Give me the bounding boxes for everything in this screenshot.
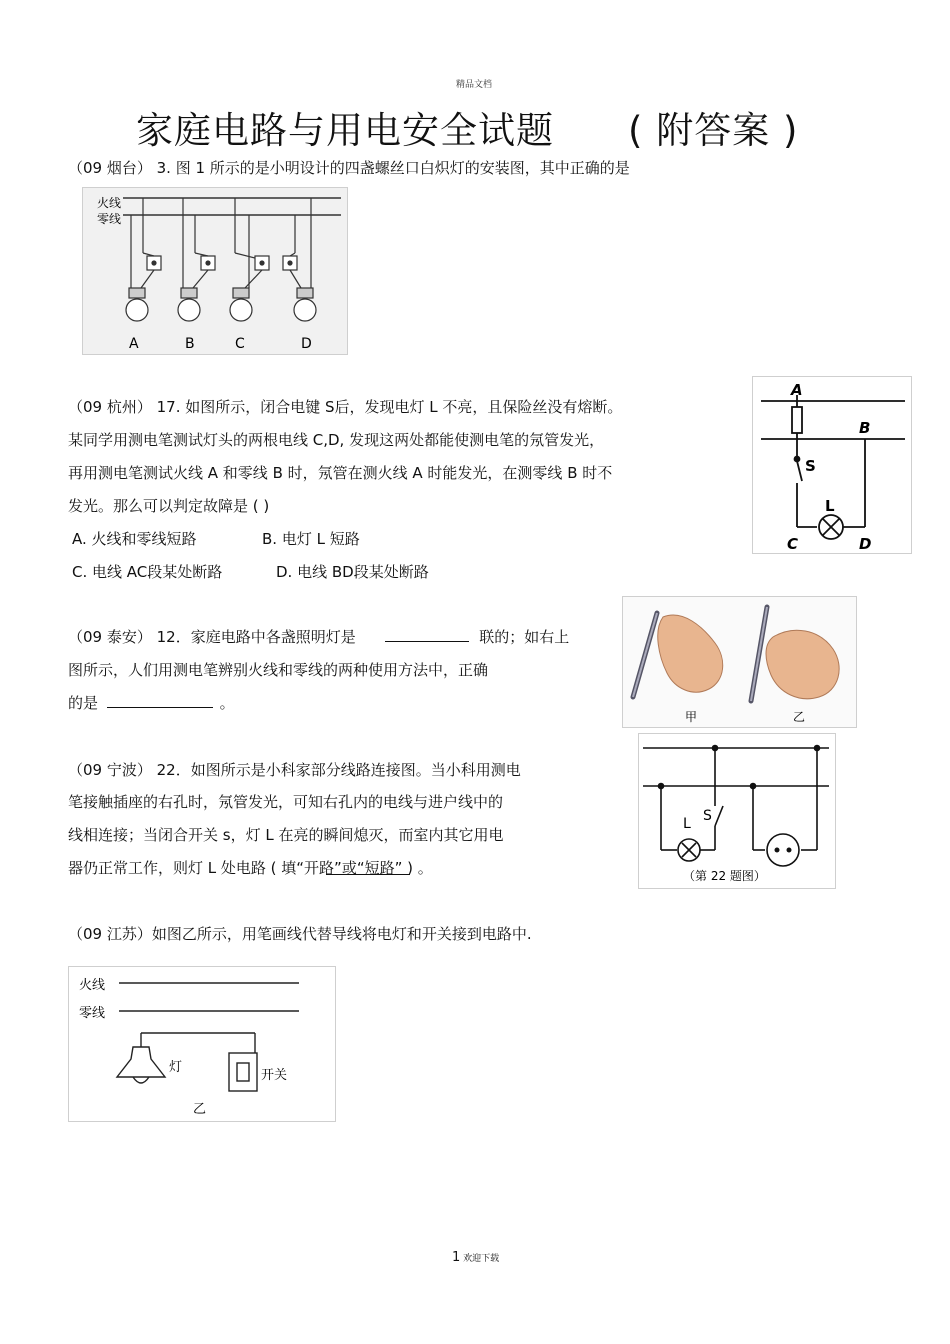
q3-line1-post: 联的；如右上 xyxy=(479,628,570,646)
footer-note: 欢迎下载 xyxy=(463,1254,500,1264)
q5-neutral-label: 零线 xyxy=(79,1006,106,1021)
q4-text-line1: （09 宁波） 22．如图所示是小科家部分线路连接图。当小科用测电 xyxy=(68,761,521,779)
q2-label-c: C xyxy=(787,535,799,553)
page-title: 家庭电路与用电安全试题 xyxy=(136,109,554,152)
q2-option-a: A. 火线和零线短路 xyxy=(72,530,197,548)
q3-line1-pre: （09 泰安） 12．家庭电路中各盏照明灯是 xyxy=(68,628,356,646)
q1-lamp-d xyxy=(283,198,316,321)
q2-option-c: C. 电线 AC段某处断路 xyxy=(72,563,223,581)
q2-label-b: B xyxy=(859,419,871,437)
q1-figure xyxy=(82,187,348,355)
q5-figure xyxy=(68,966,336,1122)
q4-text-line2: 笔接触插座的右孔时，氖管发光，可知右孔内的电线与进户线中的 xyxy=(68,793,504,811)
q5-live-label: 火线 xyxy=(79,978,106,993)
q2-text-line3: 再用测电笔测试火线 A 和零线 B 时，氖管在测火线 A 时能发光，在测零线 B 时不 xyxy=(68,464,613,482)
q1-option-d: D xyxy=(301,336,312,352)
q3-figure xyxy=(622,596,857,728)
q3-line3-pre: 的是 xyxy=(68,694,99,712)
q5-caption: 乙 xyxy=(193,1102,207,1117)
q2-text-line1: （09 杭州） 17. 如图所示，闭合电键 S后，发现电灯 L 不亮，且保险丝没有熔断。 xyxy=(68,398,623,416)
q3-hand-left xyxy=(633,613,723,697)
q1-text: （09 烟台） 3. 图 1 所示的是小明设计的四盏螺丝口白炽灯的安装图，其中正确的是 xyxy=(68,159,630,177)
q2-label-l: L xyxy=(825,497,835,515)
q3-text-line3 xyxy=(68,693,235,713)
q2-label-s: S xyxy=(805,457,816,475)
q1-lamp-a xyxy=(126,198,161,321)
q2-option-b: B. 电灯 L 短路 xyxy=(262,530,360,548)
q1-live-label: 火线 xyxy=(97,196,122,210)
q2-figure xyxy=(752,376,912,554)
q3-answer-blank-1[interactable] xyxy=(385,627,469,642)
q1-lamp-c xyxy=(230,198,269,321)
page-number: 1 xyxy=(452,1250,461,1265)
q3-answer-blank-2[interactable] xyxy=(107,693,213,708)
q1-neutral-label: 零线 xyxy=(97,212,122,226)
q4-figure xyxy=(638,733,836,889)
q5-text: （09 江苏）如图乙所示，用笔画线代替导线将电灯和开关接到电路中. xyxy=(68,925,532,943)
q4-label-l: L xyxy=(683,816,691,832)
q1-option-c: C xyxy=(235,336,245,352)
q5-switch-label: 开关 xyxy=(261,1068,288,1083)
q1-option-b: B xyxy=(185,336,195,352)
q4-text-line4: 器仍正常工作，则灯 L 处电路 ( 填“开路”或“短路” ) 。 xyxy=(68,859,433,877)
q4-answer-blank[interactable] xyxy=(326,874,410,875)
q3-hand-right xyxy=(751,607,839,701)
q2-text-line4: 发光。那么可以判定故障是 ( ) xyxy=(68,497,270,515)
q2-label-a: A xyxy=(791,381,803,399)
q4-text-line3: 线相连接；当闭合开关 s，灯 L 在亮的瞬间熄灭，而室内其它用电 xyxy=(68,826,504,844)
q3-text-line1 xyxy=(68,627,569,647)
q2-option-d: D. 电线 BD段某处断路 xyxy=(276,563,429,581)
q4-label-s: S xyxy=(703,808,712,824)
q3-line3-post: 。 xyxy=(219,694,235,712)
q5-lamp-label: 灯 xyxy=(169,1060,183,1075)
q3-label-left: 甲 xyxy=(685,710,698,724)
footer xyxy=(452,1250,499,1265)
q4-caption: （第 22 题图） xyxy=(683,869,766,883)
q1-option-a: A xyxy=(129,336,139,352)
page-title-suffix: ( 附答案 ) xyxy=(628,109,799,152)
q3-text-line2: 图所示，人们用测电笔辨别火线和零线的两种使用方法中，正确 xyxy=(68,661,489,679)
header-note: 精品文档 xyxy=(456,80,493,90)
q1-lamp-b xyxy=(178,198,215,321)
q2-label-d: D xyxy=(859,535,872,553)
q2-text-line2: 某同学用测电笔测试灯头的两根电线 C,D, 发现这两处都能使测电笔的氖管发光， xyxy=(68,431,605,449)
q3-label-right: 乙 xyxy=(793,710,806,724)
